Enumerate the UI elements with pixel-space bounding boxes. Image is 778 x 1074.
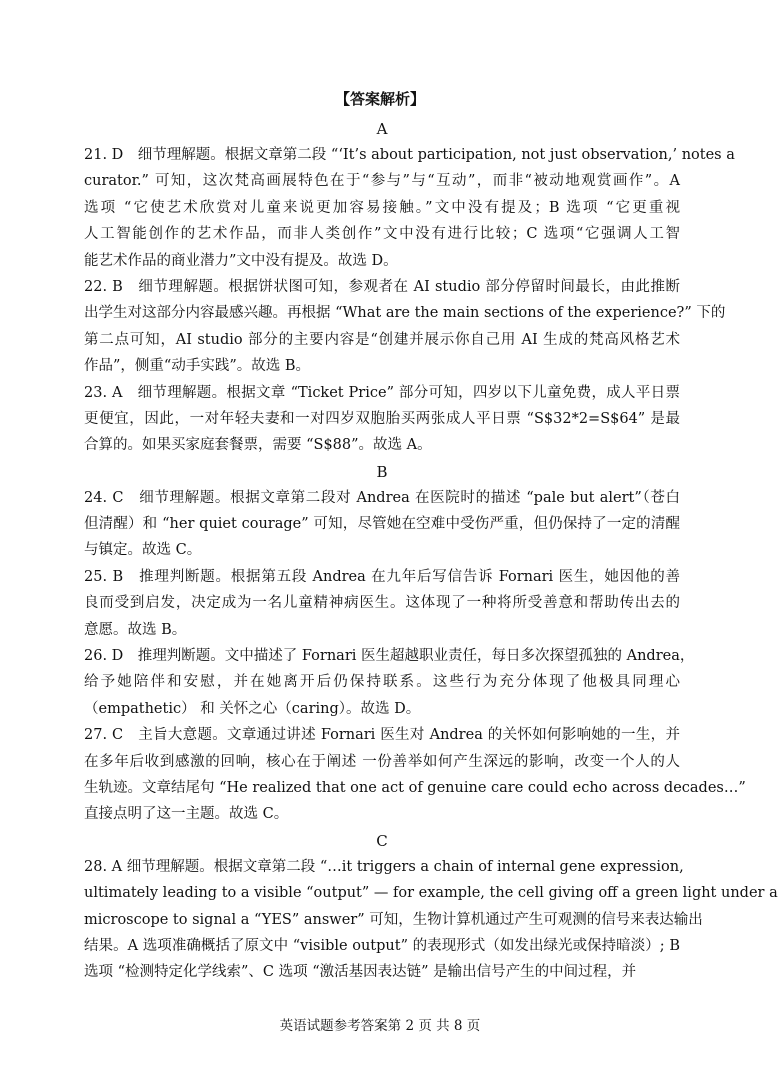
answer-line: 人工智能创作的艺术作品，而非人类创作”文中没有进行比较；C 选项“它强调人工智 — [84, 226, 680, 243]
answer-line: 22. B 细节理解题。根据饼状图可知，参观者在 AI studio 部分停留时间最长，由此推断 — [84, 278, 680, 295]
answer-line: 23. A 细节理解题。根据文章 “Ticket Price” 部分可知，四岁以下儿童免费，成人平日票 — [84, 384, 680, 401]
answer-item — [84, 274, 726, 380]
answer-line: 合算的。如果买家庭套餐票，需要 “S$88”。故选 A。 — [84, 437, 432, 454]
answer-item — [84, 142, 735, 274]
answer-line: （empathetic） 和 关怀之心（caring）。故选 D。 — [84, 700, 421, 717]
answer-line: 选项 “它使艺术欣赏对儿童来说更加容易接触。”文中没有提及；B 选项 “它更重视 — [84, 199, 680, 216]
answer-line: 24. C 细节理解题。根据文章第二段对 Andrea 在医院时的描述 “pale but alert”（苍白 — [84, 489, 680, 506]
answer-line: 能艺术作品的商业潜力”文中没有提及。故选 D。 — [84, 252, 398, 269]
section-label-c: C — [376, 831, 388, 850]
answer-line: 第二点可知，AI studio 部分的主要内容是“创建并展示你自己用 AI 生成的梵高风格艺术 — [84, 331, 680, 348]
answer-line: 选项 “检测特定化学线索”、C 选项 “激活基因表达链” 是输出信号产生的中间过程，并 — [84, 964, 637, 981]
answer-line: 26. D 推理判断题。文中描述了 Fornari 医生超越职业责任，每日多次探望孤独的 Andrea， — [84, 648, 695, 665]
answer-line: 25. B 推理判断题。根据第五段 Andrea 在九年后写信告诉 Fornari 医生，她因他的善 — [84, 568, 680, 585]
answer-item — [84, 380, 680, 459]
answer-line: 28. A 细节理解题。根据文章第二段 “…it triggers a chain of internal gene expression, — [84, 858, 684, 875]
answer-line: ultimately leading to a visible “output” — for example, the cell giving off a green light under a — [84, 885, 778, 902]
section-label-b: B — [376, 462, 388, 481]
answer-line: 意愿。故选 B。 — [84, 621, 187, 638]
answer-line: 但清醒）和 “her quiet courage” 可知，尽管她在空难中受伤严重，但仍保持了一定的清醒 — [84, 516, 680, 533]
answer-line: 生轨迹。文章结尾句 “He realized that one act of genuine care could echo across decades…” — [84, 779, 746, 796]
answer-line: curator.” 可知，这次梵高画展特色在于“参与”与“互动”，而非“被动地观赏画作”。A — [84, 173, 680, 190]
answer-item — [84, 643, 695, 722]
answer-item — [84, 722, 746, 828]
answer-line: 21. D 细节理解题。根据文章第二段 “‘It’s about participation, not just observation,’ notes a — [84, 147, 735, 163]
answer-item — [84, 485, 680, 564]
answer-analysis-heading: 【答案解析】 — [334, 90, 425, 108]
answer-line: 更便宜，因此，一对年轻夫妻和一对四岁双胞胎买两张成人平日票 “S$32*2=S$64” 是最 — [84, 410, 680, 427]
answer-line: 作品”，侧重“动手实践”。故选 B。 — [84, 358, 311, 375]
answer-line: 27. C 主旨大意题。文章通过讲述 Fornari 医生对 Andrea 的关怀如何影响她的一生，并 — [84, 727, 680, 744]
answer-line: 良而受到启发，决定成为一名儿童精神病医生。这体现了一种将所受善意和帮助传出去的 — [84, 595, 680, 612]
section-label-a: A — [376, 120, 388, 138]
answer-body — [84, 116, 778, 986]
answer-item — [84, 564, 680, 643]
answer-line: 与镇定。故选 C。 — [84, 542, 202, 559]
answer-line: 出学生对这部分内容最感兴趣。再根据 “What are the main sections of the experience?” 下的 — [84, 305, 726, 322]
answer-line: 给予她陪伴和安慰，并在她离开后仍保持联系。这些行为充分体现了他极具同理心 — [84, 674, 680, 691]
answer-line: 直接点明了这一主题。故选 C。 — [84, 806, 289, 823]
answer-item — [84, 854, 778, 986]
page-footer: 英语试题参考答案第 2 页 共 8 页 — [279, 1018, 481, 1034]
answer-line: 在多年后收到感激的回响，核心在于阐述 一份善举如何产生深远的影响，改变一个人的人 — [84, 753, 680, 770]
answer-line: 结果。A 选项准确概括了原文中 “visible output” 的表现形式（如发出绿光或保持暗淡）; B — [84, 937, 680, 954]
answer-line: microscope to signal a “YES” answer” 可知，生物计算机通过产生可观测的信号来表达输出 — [84, 911, 703, 928]
